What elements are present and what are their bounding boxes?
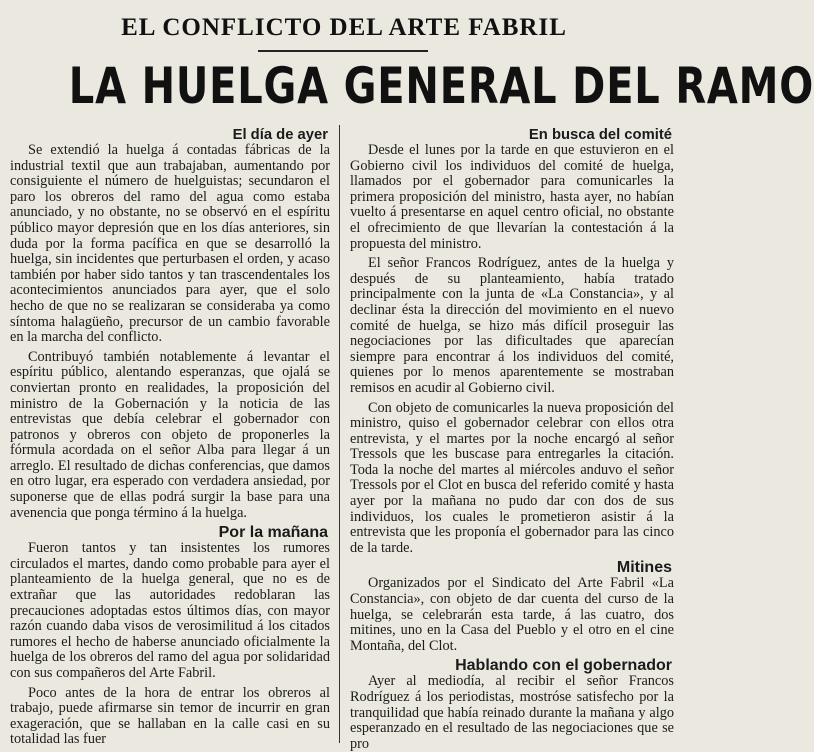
paragraph: Organizados por el Sindicato del Arte Fabril «La Constancia», con objeto de dar cuenta del curso de la huelga, se celebrarán esta tarde, á las cuatro, dos mitines, uno en la Casa del Pueblo y el otro en el cine Montaña, del Clot. xyxy=(350,575,674,654)
subheading-en-busca-del-comite: En busca del comité xyxy=(528,127,672,143)
paragraph: El señor Francos Rodríguez, antes de la huelga y después de su planteamiento, había tratado principalmente con la junta de «La Constancia», y al declinar ésta la dirección del movimiento en el nuevo comité de huelga, se hizo más difícil proseguir las negociaciones por las dificultades que aparecían siempre para encontrar á los individuos del comité, quienes por lo menos aparentemente se mostraban remisos en acudir al Gobierno civil. xyxy=(350,255,674,396)
paragraph: Desde el lunes por la tarde en que estuvieron en el Gobierno civil los individuos del comité de huelga, llamados por el gobernador para comunicarles la primera proposición del ministro, hasta ayer, no habían vuelto á presentarse en aquel centro oficial, no obstante el ofrecimiento de que llevarían la contestación á la propuesta del ministro. xyxy=(350,142,674,252)
paragraph: Ayer al mediodía, al recibir el señor Francos Rodríguez á los periodistas, mostróse satisfecho por la tranquilidad que había reinado durante la mañana y algo esperanzado en el resultado de las negociaciones que se pro xyxy=(350,673,674,752)
subheading-el-dia-de-ayer: El día de ayer xyxy=(232,127,328,143)
section-kicker: EL CONFLICTO DEL ARTE FABRIL xyxy=(121,14,567,41)
column-divider xyxy=(339,125,340,743)
paragraph: Poco antes de la hora de entrar los obreros al trabajo, puede afirmarse sin temor de incurrir en gran exageración, que se hallaban en la calle casi en su totalidad las fuer xyxy=(10,684,330,748)
paragraph: Contribuyó también notablemente á levantar el espíritu público, alentando esperanzas, que ojalá se conviertan pronto en realidades, la proposición del ministro de la Gobernación y la noticia de las entrevistas que debía celebrar el gobernador con patronos y obreros con objeto de proponerles la fórmula acordada on el señor Alba para llegar á un arreglo. El resultado de dichas conferencias, que damos en otro lugar, era esperado con verdadera ansiedad, por suponerse que de ellas podrá surgir la base para una avenencia que ponga término á la huelga. xyxy=(10,348,330,521)
subheading-por-la-manana: Por la mañana xyxy=(218,524,328,542)
subheading-hablando-con-el-gobernador: Hablando con el gobernador xyxy=(455,657,672,675)
subheading-mitines: Mitines xyxy=(616,559,672,577)
page-title: LA HUELGA GENERAL DEL RAMO xyxy=(68,57,814,115)
left-column xyxy=(10,127,330,748)
paragraph: Se extendió la huelga á contadas fábricas de la industrial textil que aun trabajaban, aumentando por consiguiente el número de huelguistas; secundaron el paro los obreros del ramo del agua como estaba anunciado, y no obstante, no se observó en el espíritu público mayor depresión que en los días anteriores, sin duda por la forma pacífica en que se desarrolló la huelga, sin incidentes que perturbasen el orden, y acaso también por haber sido tantos y tan trascendentales los acontecimientos anunciados para ayer, que el solo hecho de que no se realizaran se consideraba ya como síntoma halagüeño, precursor de un cambio favorable en la marcha del conflicto. xyxy=(10,142,330,346)
kicker-rule xyxy=(258,50,428,52)
paragraph: Con objeto de comunicarles la nueva proposición del ministro, quiso el gobernador celebrar con ellos otra entrevista, y el martes por la noche encargó al señor Tressols que les buscase para entregarles la citación. Toda la noche del martes al miércoles anduvo el señor Tressols por el Clot en busca del referido comité y hasta ayer por la mañana no pudo dar con dos de sus individuos, los cuales le prometieron asistir á la entrevista que les proponía el gobernador para las cinco de la tarde. xyxy=(350,399,674,556)
paragraph: Fueron tantos y tan insistentes los rumores circulados el martes, dando como probable para ayer el planteamiento de la huelga general, que no es de extrañar que las autoridades redoblaran las precauciones adoptadas estos últimos días, con mayor razón cuando daba visos de verosimilitud á los citados rumores el hecho de haberse anunciado oficialmente la huelga de los obreros del ramo del agua por solidaridad con sus compañeros del Arte Fabril. xyxy=(10,540,330,681)
right-column xyxy=(350,127,674,752)
